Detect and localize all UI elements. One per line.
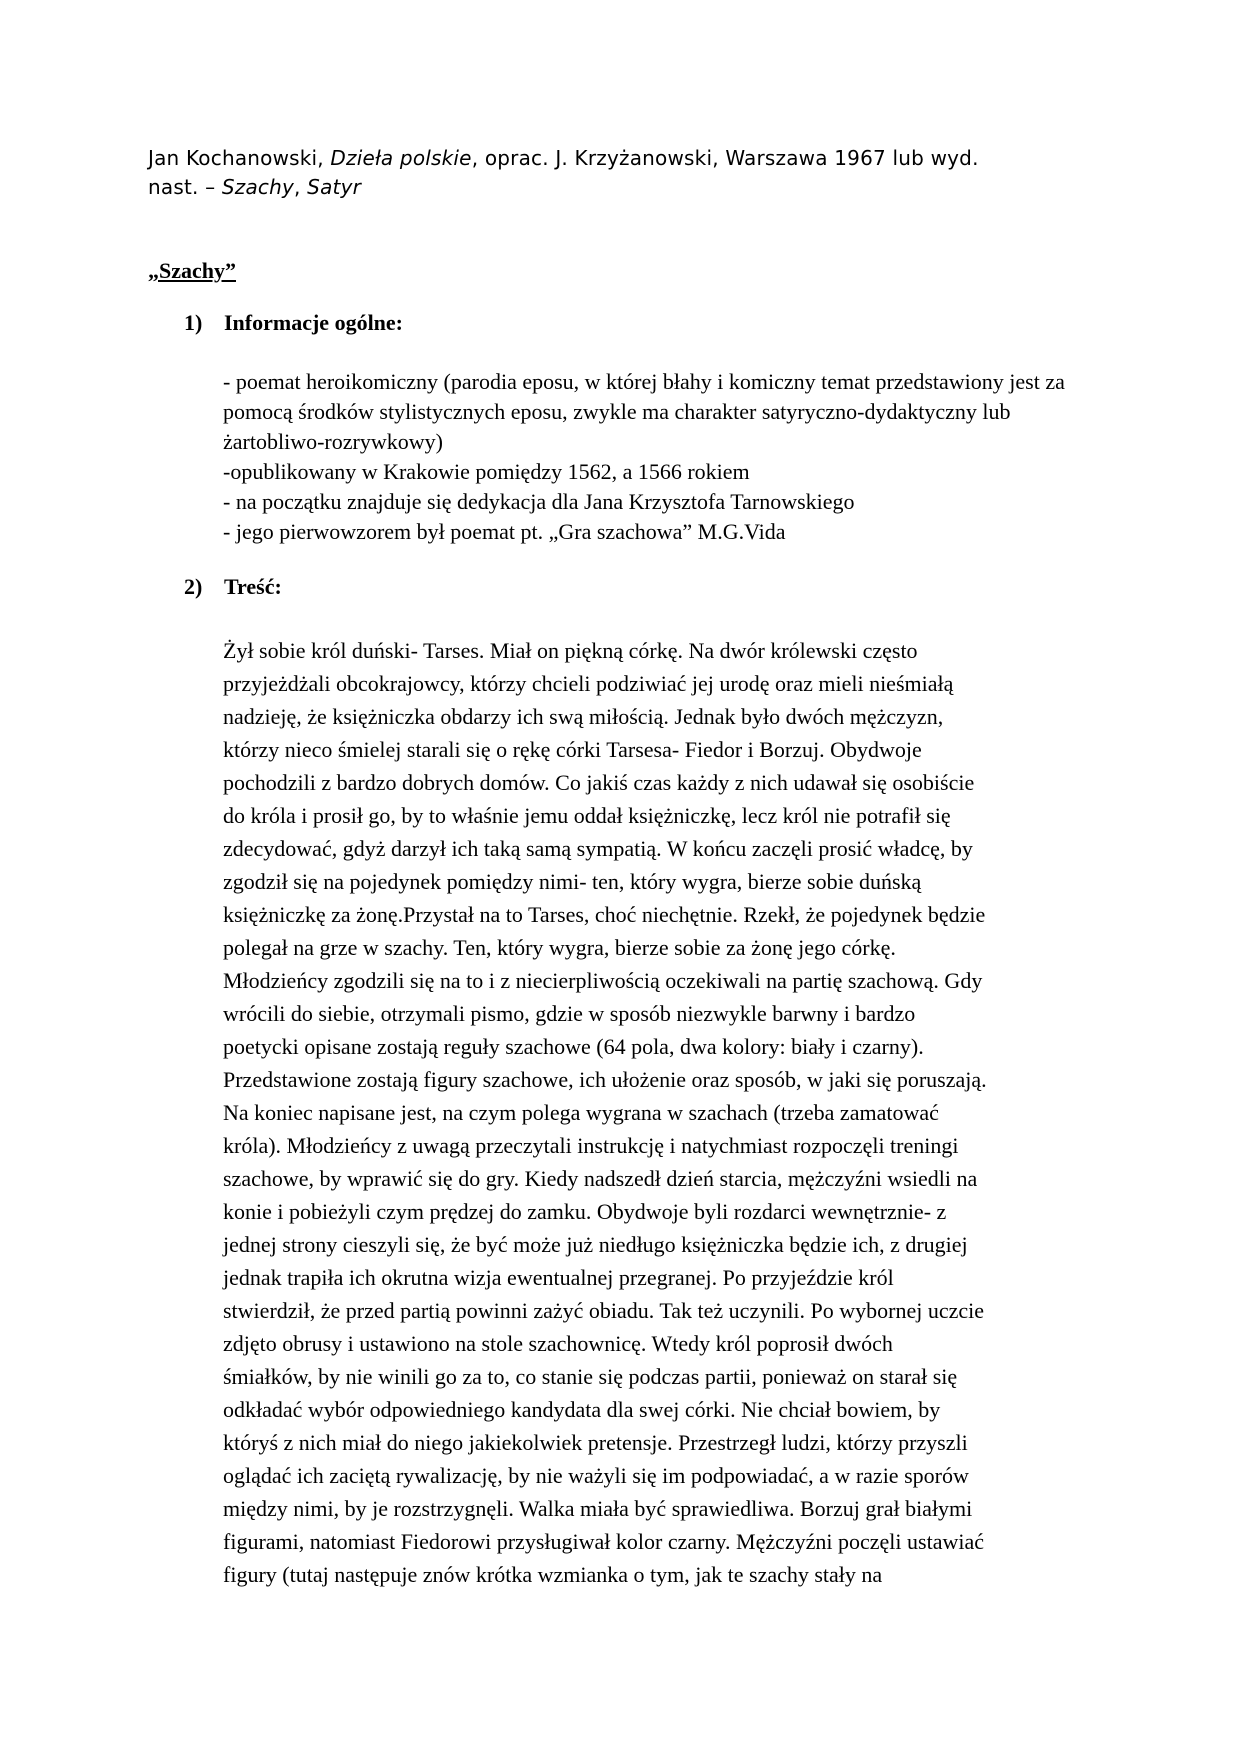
reference-line-2 (148, 173, 1098, 202)
paragraph-line: pochodzili z bardzo dobrych domów. Co jakiś czas każdy z nich udawał się osobiście (223, 770, 975, 795)
paragraph-line: któryś z nich miał do niego jakiekolwiek pretensje. Przestrzegł ludzi, którzy przyszli (223, 1430, 968, 1455)
section-1-list (223, 367, 1103, 547)
paragraph-line: przyjeżdżali obcokrajowcy, którzy chcieli podziwiać jej urodę oraz mieli nieśmiałą (223, 671, 954, 696)
reference-title-1: Szachy (221, 175, 295, 199)
paragraph-line: poetycki opisane zostają reguły szachowe (64 pola, dwa kolory: biały i czarny). (223, 1034, 924, 1059)
list-item: - na początku znajduje się dedykacja dla Jana Krzysztofa Tarnowskiego (223, 489, 855, 514)
reference-separator: , (294, 175, 308, 199)
bibliographic-reference (148, 144, 1098, 202)
paragraph-line: księżniczkę za żonę.Przystał na to Tarses, choć niechętnie. Rzekł, że pojedynek będzie (223, 902, 986, 927)
paragraph-line: śmiałków, by nie winili go za to, co stanie się podczas partii, ponieważ on starał się (223, 1364, 958, 1389)
list-item: - jego pierwowzorem był poemat pt. „Gra szachowa” M.G.Vida (223, 519, 786, 544)
paragraph-line: stwierdził, że przed partią powinni zażyć obiadu. Tak też uczynili. Po wybornej uczcie (223, 1298, 985, 1323)
paragraph-line: Na koniec napisane jest, na czym polega wygrana w szachach (trzeba zamatować (223, 1100, 939, 1125)
paragraph-line: Młodzieńcy zgodzili się na to i z niecierpliwością oczekiwali na partię szachową. Gdy (223, 968, 983, 993)
paragraph-line: jednak trapiła ich okrutna wizja ewentualnej przegranej. Po przyjeździe król (223, 1265, 894, 1290)
reference-work-title: Dzieła polskie (330, 146, 472, 170)
paragraph-line: figury (tutaj następuje znów krótka wzmianka o tym, jak te szachy stały na (223, 1562, 883, 1587)
section-1-heading (184, 310, 403, 336)
reference-details: , oprac. J. Krzyżanowski, Warszawa 1967 lub wyd. (471, 146, 979, 170)
paragraph-line: konie i pobieżyli czym prędzej do zamku. Obydwoje byli rozdarci wewnętrznie- z (223, 1199, 947, 1224)
reference-title-2: Satyr (307, 175, 362, 199)
section-2-heading-text: Treść: (224, 574, 282, 599)
reference-author: Jan Kochanowski, (148, 146, 331, 170)
paragraph-line: króla). Młodzieńcy z uwagą przeczytali instrukcję i natychmiast rozpoczęli treningi (223, 1133, 959, 1158)
paragraph-line: którzy nieco śmielej starali się o rękę córki Tarsesa- Fiedor i Borzuj. Obydwoje (223, 737, 922, 762)
paragraph-line: polegał na grze w szachy. Ten, który wygra, bierze sobie za żonę jego córkę. (223, 935, 896, 960)
paragraph-line: zgodził się na pojedynek pomiędzy nimi- ten, który wygra, bierze sobie duńską (223, 869, 922, 894)
document-title: „Szachy” (148, 258, 236, 283)
paragraph-line: oglądać ich zaciętą rywalizację, by nie ważyli się im podpowiadać, a w razie sporów (223, 1463, 969, 1488)
paragraph-line: między nimi, by je rozstrzygnęli. Walka miała być sprawiedliwa. Borzuj grał białymi (223, 1496, 973, 1521)
paragraph-line: szachowe, by wprawić się do gry. Kiedy nadszedł dzień starcia, mężczyźni wsiedli na (223, 1166, 978, 1191)
section-2-heading (184, 574, 282, 600)
section-2-number: 2) (184, 574, 203, 599)
paragraph-line: Żył sobie król duński- Tarses. Miał on piękną córkę. Na dwór królewski często (223, 638, 918, 663)
paragraph-line: Przedstawione zostają figury szachowe, ich ułożenie oraz sposób, w jaki się poruszają. (223, 1067, 987, 1092)
section-2-paragraph (223, 634, 1093, 1591)
paragraph-line: jednej strony cieszyli się, że być może już niedługo księżniczka będzie ich, z drugiej (223, 1232, 968, 1257)
paragraph-line: figurami, natomiast Fiedorowi przysługiwał kolor czarny. Mężczyźni poczęli ustawiać (223, 1529, 984, 1554)
list-item: -opublikowany w Krakowie pomiędzy 1562, a 1566 rokiem (223, 459, 750, 484)
list-item: - poemat heroikomiczny (parodia eposu, w której błahy i komiczny temat przedstawiony jest za pomocą środków stylistycznych eposu, zwykle ma charakter satyryczno-dydaktyczny lub żartobliwo-rozrywkowy) (223, 369, 1065, 454)
paragraph-line: wrócili do siebie, otrzymali pismo, gdzie w sposób niezwykle barwny i bardzo (223, 1001, 916, 1026)
section-1-heading-text: Informacje ogólne: (224, 310, 404, 335)
reference-line-1 (148, 144, 1098, 173)
section-1-number: 1) (184, 310, 203, 335)
paragraph-line: nadzieję, że księżniczka obdarzy ich swą miłością. Jednak było dwóch mężczyzn, (223, 704, 944, 729)
paragraph-line: do króla i prosił go, by to właśnie jemu oddał księżniczkę, lecz król nie potrafił się (223, 803, 951, 828)
paragraph-line: odkładać wybór odpowiedniego kandydata dla swej córki. Nie chciał bowiem, by (223, 1397, 941, 1422)
paragraph-line: zdjęto obrusy i ustawiono na stole szachownicę. Wtedy król poprosił dwóch (223, 1331, 893, 1356)
paragraph-line: zdecydować, gdyż darzył ich taką samą sympatią. W końcu zaczęli prosić władcę, by (223, 836, 973, 861)
reference-line2-prefix: nast. – (148, 175, 222, 199)
